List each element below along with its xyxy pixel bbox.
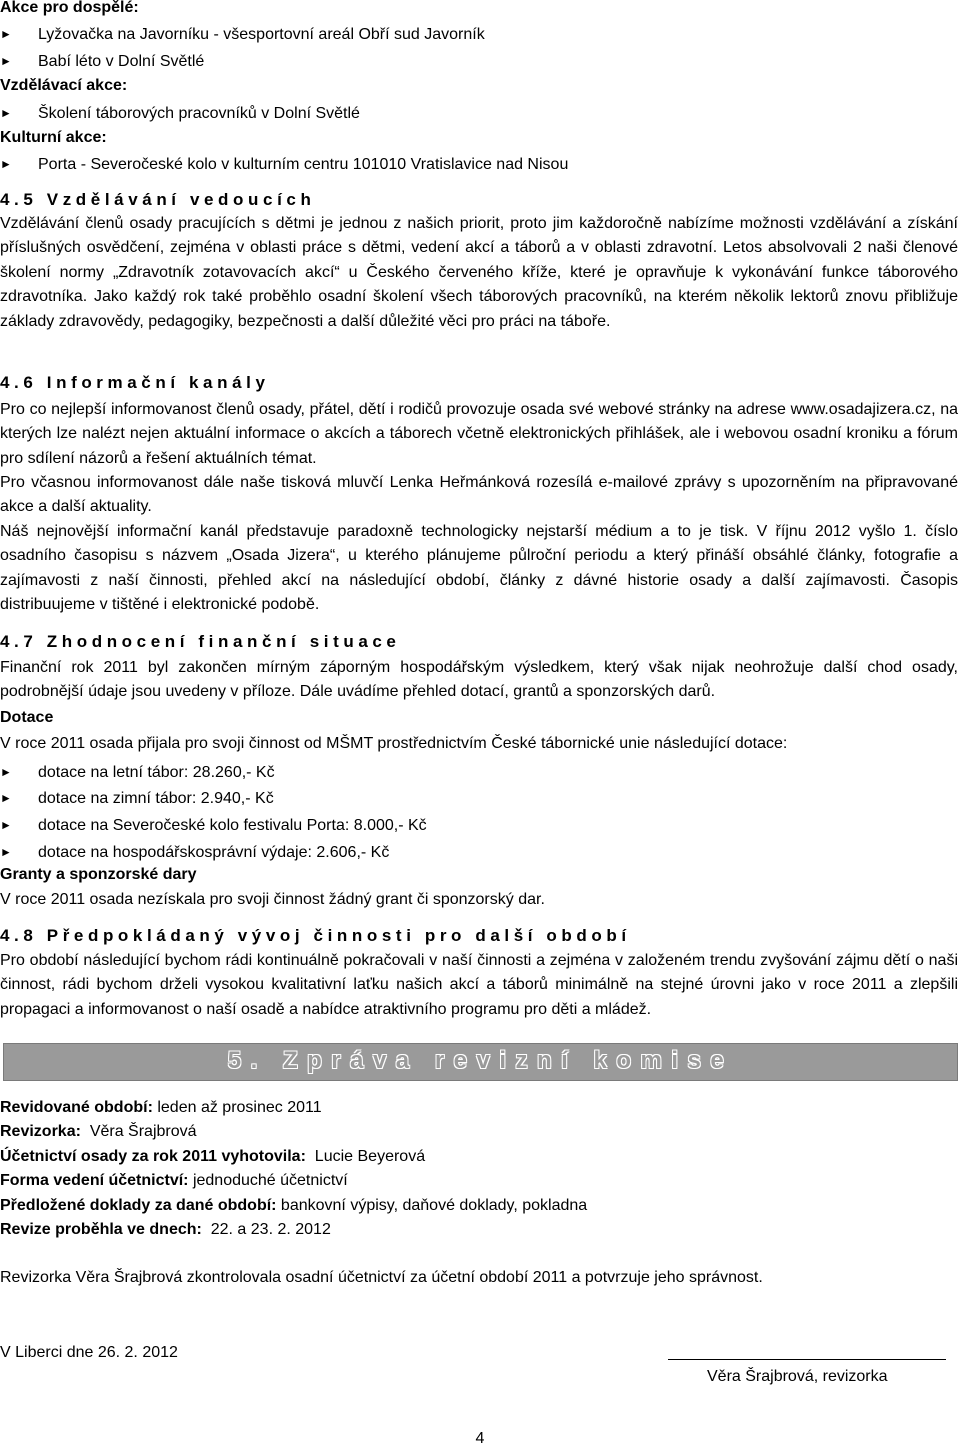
bullet-arrow-icon: ► xyxy=(0,157,12,171)
dotace-intro: V roce 2011 osada přijala pro svoji činnost od MŠMT prostřednictvím České tábornické unie následující dotace: xyxy=(0,735,788,752)
list-item: ► dotace na Severočeské kolo festivalu Porta: 8.000,- Kč xyxy=(0,814,427,837)
adults-heading: Akce pro dospělé: xyxy=(0,0,139,16)
signature-name: Věra Šrajbrová, revizorka xyxy=(707,1368,888,1385)
list-item: ► Školení táborových pracovníků v Dolní Světlé xyxy=(0,102,360,125)
section-4-6-p3: Náš nejnovější informační kanál představuje paradoxně technologicky nejstarší médium a to je tisk. V říjnu 2012 vyšlo 1. číslo osadního časopisu s názvem „Osada Jizera“, u kterého plánujeme půlroční periodu a který přináší obsáhlé články, fotografie a zajímavosti z naší činnosti, přehled akcí na následující období, články z dávné historie osady a další zajímavosti. Časopis distribuujeme v tištěné i elektronické podobě. xyxy=(0,523,958,614)
page-number: 4 xyxy=(475,1430,485,1447)
section-4-7-title: 4.7 Zhodnocení finanční situace xyxy=(0,632,401,651)
education-heading: Vzdělávací akce: xyxy=(0,77,128,94)
signature-line xyxy=(668,1359,946,1360)
audit-docs: Předložené doklady za dané období: bankovní výpisy, daňové doklady, pokladna xyxy=(0,1197,588,1214)
list-item: ► Lyžovačka na Javorníku - všesportovní areál Obří sud Javorník xyxy=(0,23,485,46)
bullet-arrow-icon: ► xyxy=(0,27,12,41)
place-date: V Liberci dne 26. 2. 2012 xyxy=(0,1344,178,1361)
list-item: ► dotace na hospodářskosprávní výdaje: 2.606,- Kč xyxy=(0,841,389,864)
audit-accounting: Účetnictví osady za rok 2011 vyhotovila: Lucie Beyerová xyxy=(0,1148,426,1165)
bullet-arrow-icon: ► xyxy=(0,818,12,832)
audit-statement: Revizorka Věra Šrajbrová zkontrolovala osadní účetnictví za účetní období 2011 a potvrzuje jeho správnost. xyxy=(0,1269,763,1286)
bullet-arrow-icon: ► xyxy=(0,106,12,120)
audit-date: Revize proběhla ve dnech: 22. a 23. 2. 2012 xyxy=(0,1221,331,1238)
audit-form: Forma vedení účetnictví: jednoduché účetnictví xyxy=(0,1172,348,1189)
section-5-banner xyxy=(3,1043,958,1081)
section-4-6-p1: Pro co nejlepší informovanost členů osady, přátel, dětí i rodičů provozuje osada své webové stránky na adrese www.osadajizera.cz, na kterých lze nalézt nejen aktuální informace o akcích a táborech včetně elektronických přihlášek, ale i webovou osadní kroniku a fórum pro sdílení názorů a řešení aktuálních témat. xyxy=(0,401,958,467)
section-4-5-title: 4.5 Vzdělávání vedoucích xyxy=(0,190,316,209)
section-4-7-p1: Finanční rok 2011 byl zakončen mírným záporným hospodářským výsledkem, který však nijak neohrožuje další chod osady, podrobnější údaje jsou uvedeny v příloze. Dále uvádíme přehled dotací, grantů a sponzorských darů. xyxy=(0,659,958,701)
bullet-arrow-icon: ► xyxy=(0,791,12,805)
section-4-8-text: Pro období následující bychom rádi kontinuálně pokračovali v naší činnosti a zejména v založeném trendu zvyšování zájmu dětí o naši činnost, rádi bychom drželi vysokou kvalitativní laťku našich akcí a táborů minimálně na stejné úrovni jako v roce 2011 a zlepšili propagaci a informovanost o naší osadě a nabídce atraktivního programu pro děti a mládež. xyxy=(0,952,958,1018)
section-5-title: 5. Zpráva revizní komise xyxy=(227,1047,734,1074)
list-item: ► dotace na zimní tábor: 2.940,- Kč xyxy=(0,787,274,810)
section-4-5-text: Vzdělávání členů osady pracujících s dětmi je jednou z našich priorit, proto jim každoročně nabízíme možnosti vzdělávání a získání příslušných osvědčení, zejména v oblasti práce s dětmi, vedení akcí a táborů a v oblasti zdravotní. Letos absolvovali 2 naši členové školení normy „Zdravotník zotavovacích akcí“ u Českého červeného kříže, které je opravňuje k vykonávání funkce táborového zdravotníka. Jako každý rok také proběhlo osadní školení všech táborových pracovníků, na kterém několik lektorů znovu přibližuje základy zdravovědy, pedagogiky, bezpečnosti a další důležité věci pro práci na táboře. xyxy=(0,215,958,330)
list-item: ► Babí léto v Dolní Světlé xyxy=(0,50,204,73)
list-item: ► dotace na letní tábor: 28.260,- Kč xyxy=(0,761,275,784)
list-item: ► Porta - Severočeské kolo v kulturním centru 101010 Vratislavice nad Nisou xyxy=(0,153,568,176)
audit-period: Revidované období: leden až prosinec 2011 xyxy=(0,1099,322,1116)
audit-auditor: Revizorka: Věra Šrajbrová xyxy=(0,1123,197,1140)
bullet-arrow-icon: ► xyxy=(0,765,12,779)
bullet-arrow-icon: ► xyxy=(0,54,12,68)
section-4-6-p2: Pro včasnou informovanost dále naše tisková mluvčí Lenka Heřmánková rozesílá e-mailové zprávy s upozorněním na připravované akce a další aktuality. xyxy=(0,474,958,516)
dotace-heading: Dotace xyxy=(0,709,54,726)
section-4-8-title: 4.8 Předpokládaný vývoj činnosti pro další období xyxy=(0,926,631,945)
granty-heading: Granty a sponzorské dary xyxy=(0,866,197,883)
bullet-arrow-icon: ► xyxy=(0,845,12,859)
culture-heading: Kulturní akce: xyxy=(0,129,107,146)
granty-text: V roce 2011 osada nezískala pro svoji činnost žádný grant či sponzorský dar. xyxy=(0,891,545,908)
section-4-6-title: 4.6 Informační kanály xyxy=(0,373,270,392)
